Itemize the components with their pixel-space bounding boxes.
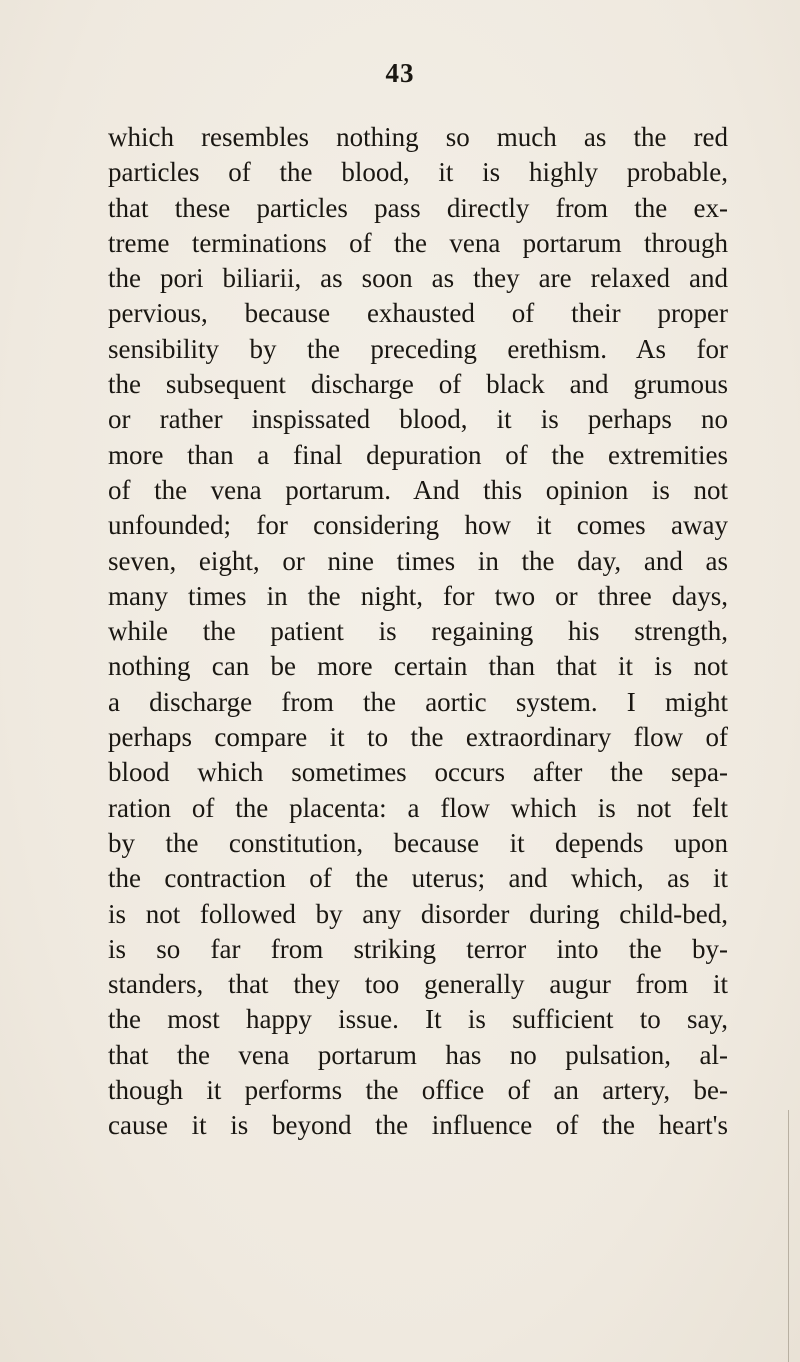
text-line: pervious, because exhausted of their proper — [108, 298, 728, 329]
text-line: seven, eight, or nine times in the day, and as — [108, 545, 728, 576]
text-line: though it performs the office of an artery, be- — [108, 1075, 728, 1106]
text-line: the most happy issue. It is sufficient to say, — [108, 1004, 728, 1035]
text-line: blood which sometimes occurs after the sepa- — [108, 757, 728, 788]
text-line: that these particles pass directly from the ex- — [108, 192, 728, 223]
page-edge-mark — [788, 1110, 789, 1362]
text-line: sensibility by the preceding erethism. As for — [108, 333, 728, 364]
text-line: ration of the placenta: a flow which is not felt — [108, 792, 728, 823]
text-line: is so far from striking terror into the by- — [108, 933, 728, 964]
text-line: the pori biliarii, as soon as they are relaxed and — [108, 263, 728, 294]
text-line: many times in the night, for two or three days, — [108, 580, 728, 611]
page-number: 43 — [385, 58, 415, 88]
text-line: treme terminations of the vena portarum through — [108, 227, 728, 258]
text-line: perhaps compare it to the extraordinary flow of — [108, 722, 728, 753]
text-line: that the vena portarum has no pulsation, al- — [108, 1039, 728, 1070]
text-line: a discharge from the aortic system. I might — [108, 686, 728, 717]
text-line: or rather inspissated blood, it is perhaps no — [108, 404, 728, 435]
text-line: standers, that they too generally augur from it — [108, 969, 728, 1000]
text-line: the contraction of the uterus; and which, as it — [108, 863, 728, 894]
text-line: while the patient is regaining his strength, — [108, 616, 728, 647]
text-line: particles of the blood, it is highly probable, — [108, 157, 728, 188]
text-line: of the vena portarum. And this opinion is not — [108, 474, 728, 505]
text-line: is not followed by any disorder during child-bed, — [108, 898, 728, 929]
text-line: by the constitution, because it depends upon — [108, 827, 728, 858]
text-line: cause it is beyond the influence of the heart's — [108, 1110, 728, 1141]
text-line: which resembles nothing so much as the red — [108, 122, 728, 152]
body-text — [108, 120, 728, 1144]
text-line: the subsequent discharge of black and grumous — [108, 369, 728, 400]
text-line: more than a final depuration of the extremities — [108, 439, 728, 470]
text-line: nothing can be more certain than that it is not — [108, 651, 728, 682]
text-line: unfounded; for considering how it comes away — [108, 510, 728, 541]
